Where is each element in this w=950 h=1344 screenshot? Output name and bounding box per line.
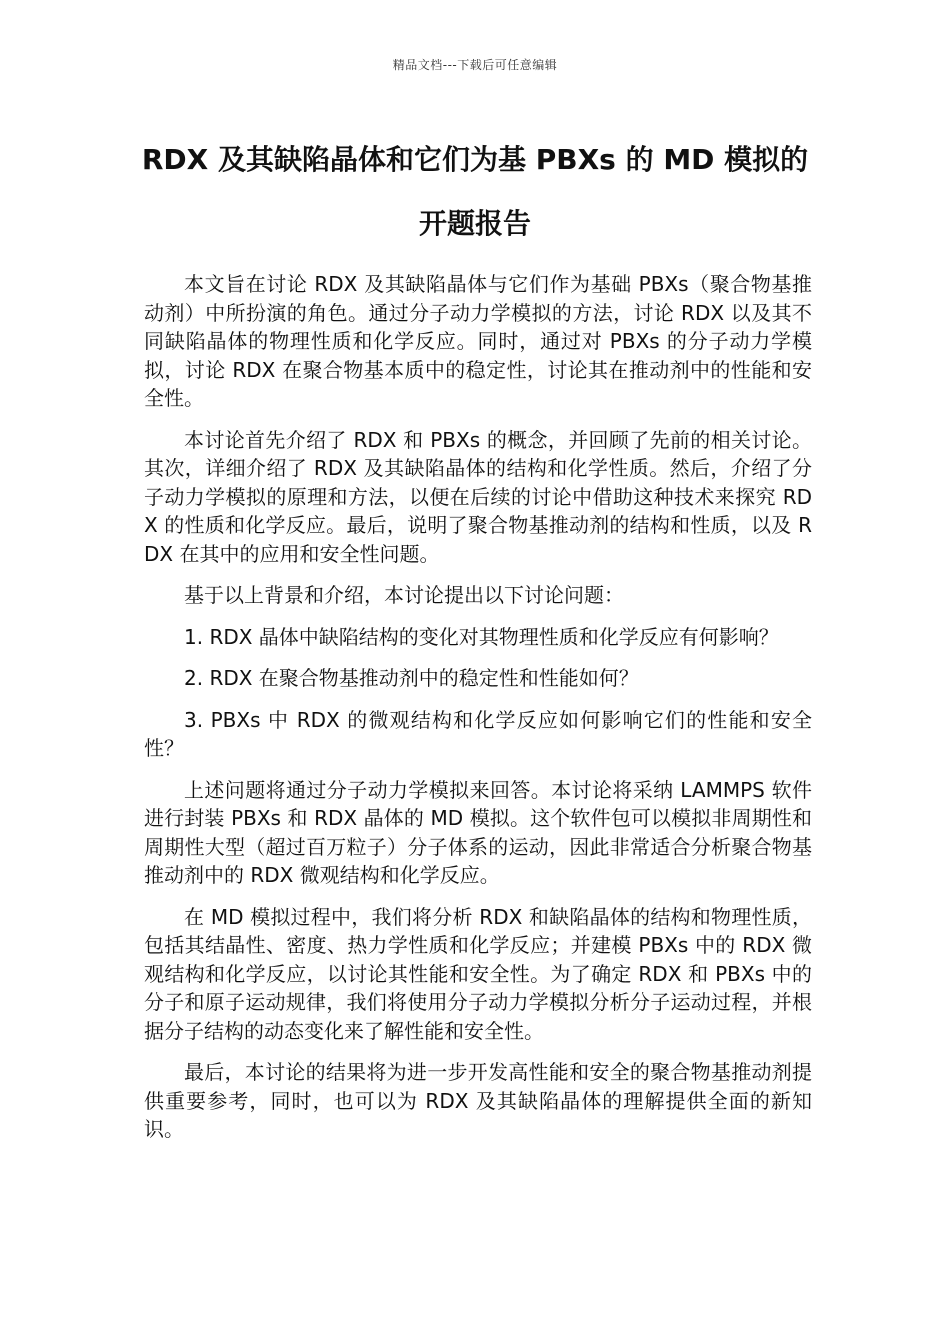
paragraph-method: 上述问题将通过分子动力学模拟来回答。本讨论将采纳 LAMMPS 软件进行封装 PBXs 和 RDX 晶体的 MD 模拟。这个软件包可以模拟非周期性和周期性大型（超过百万粒子）分子体系的运动，因此非常适合分析聚合物基推动剂中的 RDX 微观结构和化学反应。 bbox=[144, 777, 812, 887]
page-header-watermark: 精品文档---下载后可任意编辑 bbox=[392, 58, 558, 72]
document-body bbox=[144, 270, 812, 1157]
paragraph-intro: 本文旨在讨论 RDX 及其缺陷晶体与它们作为基础 PBXs（聚合物基推动剂）中所扮演的角色。通过分子动力学模拟的方法，讨论 RDX 以及其不同缺陷晶体的物理性质和化学反应。同时，通过对 PBXs 的分子动力学模拟，讨论 RDX 在聚合物基本质中的稳定性，讨论其在推动剂中的性能和安全性。 bbox=[144, 272, 812, 410]
paragraph-overview: 本讨论首先介绍了 RDX 和 PBXs 的概念，并回顾了先前的相关讨论。其次，详细介绍了 RDX 及其缺陷晶体的结构和化学性质。然后，介绍了分子动力学模拟的原理和方法，以便在后续的讨论中借助这种技术来探究 RDX 的性质和化学反应。最后，说明了聚合物基推动剂的结构和性质，以及 RDX 在其中的应用和安全性问题。 bbox=[144, 427, 812, 566]
document-title bbox=[100, 128, 850, 256]
question-item-3: 3. PBXs 中 RDX 的微观结构和化学反应如何影响它们的性能和安全性？ bbox=[144, 707, 812, 760]
question-item-2: 2. RDX 在聚合物基推动剂中的稳定性和性能如何？ bbox=[184, 666, 639, 690]
paragraph-conclusion: 最后，本讨论的结果将为进一步开发高性能和安全的聚合物基推动剂提供重要参考，同时，也可以为 RDX 及其缺陷晶体的理解提供全面的新知识。 bbox=[144, 1060, 812, 1141]
paragraph-md-process: 在 MD 模拟过程中，我们将分析 RDX 和缺陷晶体的结构和物理性质，包括其结晶性、密度、热力学性质和化学反应；并建模 PBXs 中的 RDX 微观结构和化学反应，以讨论其性能和安全性。为了确定 RDX 和 PBXs 中的分子和原子运动规律，我们将使用分子动力学模拟分析分子运动过程，并根据分子结构的动态变化来了解性能和安全性。 bbox=[144, 904, 812, 1043]
question-item-1: 1. RDX 晶体中缺陷结构的变化对其物理性质和化学反应有何影响？ bbox=[184, 624, 779, 649]
document-title-line-2: 开题报告 bbox=[418, 207, 531, 240]
document-title-line-1: RDX 及其缺陷晶体和它们为基 PBXs 的 MD 模拟的 bbox=[141, 143, 809, 176]
paragraph-questions-lead: 基于以上背景和介绍，本讨论提出以下讨论问题： bbox=[184, 583, 624, 607]
